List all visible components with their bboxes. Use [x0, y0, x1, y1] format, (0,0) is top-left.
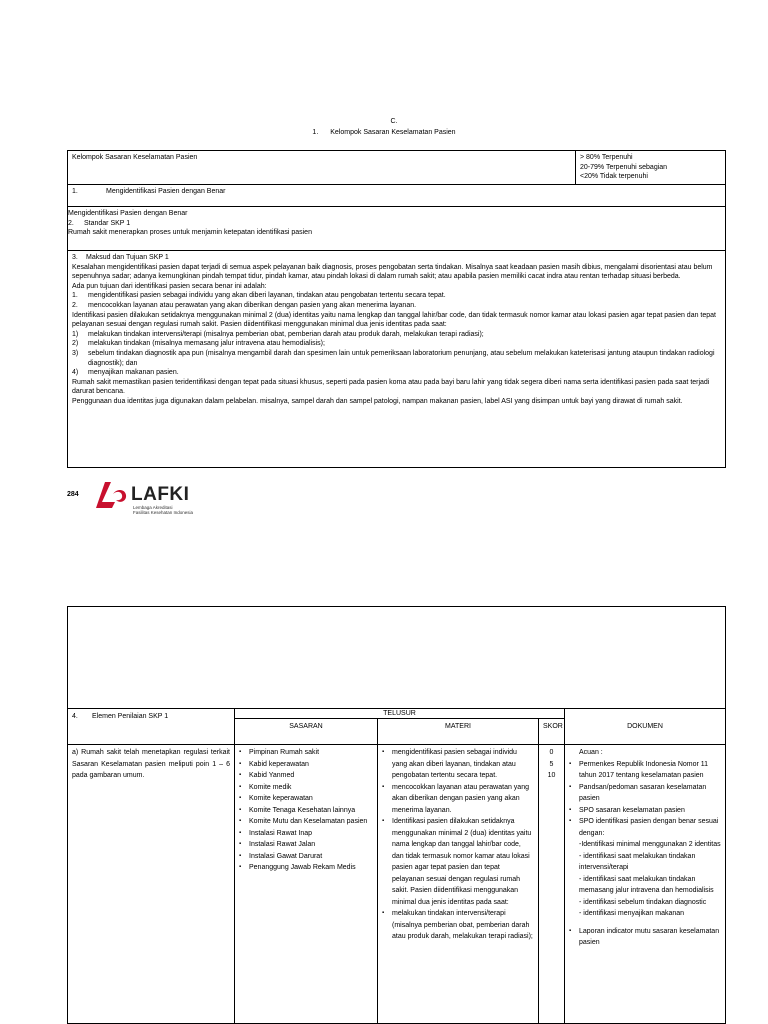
dokumen-header: DOKUMEN: [565, 709, 726, 745]
row-standard: [68, 207, 726, 251]
list-item: ▪ Penanggung Jawab Rekam Medis: [239, 862, 373, 874]
list-item: [72, 339, 721, 349]
lafki-emblem-icon: [95, 480, 129, 510]
lafki-logo: [95, 478, 225, 520]
blank-header-cell: [68, 607, 726, 709]
list-item: ▪ mengidentifikasi pasien sebagai individu yang akan diberi layanan, tindakan atau pengobatan tertentu secara tepat.: [382, 747, 534, 782]
row1-text: Mengidentifikasi Pasien dengan Benar: [106, 188, 226, 195]
purpose-paragraph-1: Kesalahan mengidentifikasi pasien dapat terjadi di semua aspek pelayanan baik diagnosis, proses pengobatan serta tindakan. Misalnya saat keadaan pasien masih dibius, mengalami disorientasi atau belum sepenuhnya sadar; adanya kemungkinan pindah tempat tidur, pindah kamar, atau pindah lokasi di dalam rumah sakit; atau apabila pasien memiliki cacat indra atau rentan terhadap situasi berbeda.: [72, 263, 713, 281]
purpose-paragraph-2: Ada pun tujuan dari identifikasi pasien secara benar ini adalah:: [72, 282, 267, 290]
list-text: mengidentifikasi pasien sebagai individu yang akan diberi layanan, tindakan atau pengobatan tertentu secara tepat.: [88, 292, 446, 300]
elemen-header: [68, 709, 235, 745]
standard-number: 2.: [68, 219, 74, 227]
laporan-list: [569, 926, 721, 949]
purpose-heading: [72, 253, 721, 263]
section-title: [0, 127, 768, 138]
section-title-text: Kelompok Sasaran Keselamatan Pasien: [330, 129, 456, 136]
list-number: 2): [72, 340, 79, 348]
materi-list: [382, 747, 534, 943]
assessment-table: [67, 606, 725, 1024]
sub-item: - identifikasi saat melakukan tindakan memasang jalur intravena dan hemodialisis: [579, 875, 714, 894]
standard-label-text: Standar SKP 1: [84, 219, 131, 227]
list-item: ▪ Komite keperawatan: [239, 793, 373, 805]
list-item: ▪ SPO sasaran keselamatan pasien: [569, 805, 721, 817]
list-item: ▪ Instalasi Rawat Jalan: [239, 839, 373, 851]
skor-10: 10: [547, 772, 556, 779]
purpose-paragraph-3: Identifikasi pasien dilakukan setidaknya menggunakan minimal 2 (dua) identitas yaitu nama lengkap dan tanggal lahir/bar code, dan tidak termasuk nomor kamar atau lokasi pasien agar tepat pasien dan tepat pelayanan sesuai dengan regulasi rumah sakit. Pasien diidentifikasi menggunakan minimal dua jenis identitas pada saat:: [72, 311, 717, 329]
acuan-label: Acuan :: [579, 749, 603, 756]
purpose-number: 3.: [72, 254, 78, 261]
materi-header: MATERI: [378, 719, 539, 745]
dokumen-list: [569, 759, 721, 840]
row-identification-title: [68, 185, 726, 207]
row1-number: 1.: [72, 188, 78, 195]
list-item: [72, 301, 721, 311]
list-item: [72, 349, 721, 368]
row-purpose: [68, 251, 726, 468]
skor-header: SKOR: [539, 719, 565, 745]
logo-tagline-2: Fasilitas Kesehatan Indonesia: [133, 510, 194, 515]
list-item: ▪ Permenkes Republik Indonesia Nomor 11 tahun 2017 tentang keselamatan pasien: [569, 759, 721, 782]
sub-item: -Identifikasi minimal menggunakan 2 identitas: [579, 841, 721, 848]
skor-cell: [539, 745, 565, 1024]
telusur-header: TELUSUR: [235, 709, 565, 719]
list-text: melakukan tindakan (misalnya memasang jalur intravena atau hemodialisis);: [88, 340, 325, 348]
skor-0: 0: [549, 749, 554, 756]
score-full: > 80% Terpenuhi: [580, 154, 633, 161]
list-item: ▪ mencocokkan layanan atau perawatan yang akan diberikan dengan pasien yang akan menerima layanan.: [382, 782, 534, 817]
sub-item: - identifikasi menyajikan makanan: [579, 910, 685, 917]
section-letter: C.: [390, 118, 398, 125]
list-item: [72, 330, 721, 340]
purpose-list-b: [72, 330, 721, 378]
list-item: ▪ Kabid Yanmed: [239, 770, 373, 782]
list-item: ▪ melakukan tindakan intervensi/terapi (misalnya pemberian obat, pemberian darah atau produk darah, melakukan terapi radiasi);: [382, 908, 534, 943]
list-item: ▪ Instalasi Rawat Inap: [239, 828, 373, 840]
list-number: 4): [72, 369, 79, 377]
purpose-heading-text: Maksud dan Tujuan SKP 1: [86, 254, 169, 261]
elemen-a-cell: a) Rumah sakit telah menetapkan regulasi terkait Sasaran Keselamatan pasien meliputi poin 1 – 6 pada gambaran umum.: [68, 745, 235, 1024]
elemen-label: Elemen Penilaian SKP 1: [92, 713, 169, 720]
list-number: 3): [72, 349, 79, 357]
list-item: ▪ Pandsan/pedoman sasaran keselamatan pasien: [569, 782, 721, 805]
score-legend-cell: [576, 151, 726, 185]
standard-title: Mengidentifikasi Pasien dengan Benar: [68, 210, 188, 217]
sasaran-header: SASARAN: [235, 719, 378, 745]
list-item: [72, 368, 721, 378]
group-label-cell: Kelompok Sasaran Keselamatan Pasien: [68, 151, 576, 185]
list-item: ▪ Komite Tenaga Kesehatan lainnya: [239, 805, 373, 817]
list-text: melakukan tindakan intervensi/terapi (misalnya pemberian obat, pemberian darah atau produk darah, melakukan terapi radiasi);: [88, 330, 484, 338]
elemen-number: 4.: [72, 713, 78, 720]
purpose-paragraph-4: Rumah sakit memastikan pasien teridentifikasi dengan tepat pada situasi khusus, seperti pada pasien koma atau pada bayi baru lahir yang tidak segera diberi nama serta identifikasi pasien pada saat terjadi darurat bencana.: [72, 378, 710, 396]
logo-tagline-1: Lembaga Akreditasi: [133, 505, 173, 510]
list-item: ▪ Kabid keperawatan: [239, 759, 373, 771]
list-number: 1): [72, 330, 79, 338]
standard-text: Rumah sakit menerapkan proses untuk menjamin ketepatan identifikasi pasien: [68, 229, 312, 237]
section-heading: [0, 116, 768, 138]
purpose-list-a: [72, 291, 721, 310]
skor-5: 5: [549, 760, 554, 768]
list-item: ▪ Pimpinan Rumah sakit: [239, 747, 373, 759]
sub-item: - identifikasi saat melakukan tindakan intervensi/terapi: [579, 852, 696, 871]
list-item: ▪ Komite medik: [239, 782, 373, 794]
skp-standard-table: [67, 150, 725, 468]
list-text: menyajikan makanan pasien.: [88, 369, 179, 377]
score-partial: 20-79% Terpenuhi sebagian: [580, 163, 668, 171]
score-none: <20% Tidak terpenuhi: [580, 173, 648, 181]
sasaran-list: [239, 747, 373, 874]
list-item: ▪ SPO identifikasi pasien dengan benar sesuai dengan:: [569, 816, 721, 839]
dokumen-cell: [565, 745, 726, 1024]
purpose-paragraph-5: Penggunaan dua identitas juga digunakan dalam pelabelan. misalnya, sampel darah dan sampel patologi, nampan makanan pasien, label ASI yang disimpan untuk bayi yang dirawat di rumah sakit.: [72, 397, 683, 405]
materi-cell: [378, 745, 539, 1024]
list-item: ▪ Instalasi Gawat Darurat: [239, 851, 373, 863]
sasaran-cell: [235, 745, 378, 1024]
list-number: 1.: [72, 292, 78, 300]
list-number: 2.: [72, 301, 78, 309]
list-item: ▪ Komite Mutu dan Keselamatan pasien: [239, 816, 373, 828]
list-item: ▪ Laporan indicator mutu sasaran keselamatan pasien: [569, 926, 721, 949]
section-title-number: 1.: [312, 129, 319, 136]
list-text: sebelum tindakan diagnostik apa pun (misalnya mengambil darah dan spesimen lain untuk pemeriksaan laboratorium penunjang, atau sebelum melakukan kateterisasi jantung ataupun tindakan radiologi diagnostik); dan: [88, 349, 715, 367]
list-item: ▪ Identifikasi pasien dilakukan setidaknya menggunakan minimal 2 (dua) identitas yaitu nama lengkap dan tanggal lahir/bar code, dan tidak termasuk nomor kamar atau lokasi pasien agar tepat pasien dan tepat pelayanan sesuai dengan regulasi rumah sakit. Pasien diidentifikasi menggunakan minimal dua jenis identitas pada saat:: [382, 816, 534, 908]
logo-brand: LAFKI: [131, 484, 190, 505]
list-item: [72, 291, 721, 301]
standard-label: [68, 219, 721, 229]
sub-item: - identifikasi sebelum tindakan diagnostic: [579, 898, 707, 906]
dokumen-sub-list: [569, 839, 721, 920]
list-text: mencocokkan layanan atau perawatan yang akan diberikan dengan pasien yang akan menerima layanan.: [88, 301, 417, 309]
page-number: 284: [67, 491, 79, 498]
